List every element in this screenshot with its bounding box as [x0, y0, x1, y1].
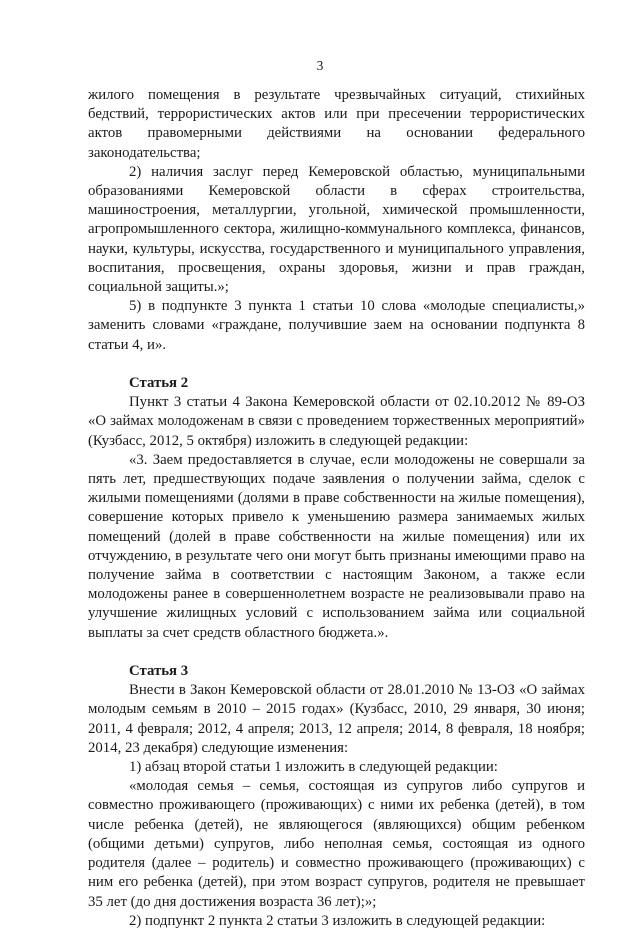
paragraph-continuation: жилого помещения в результате чрезвычайных ситуаций, стихийных бедствий, террористических актов или при пресечении террористических актов правомерными действиями на основании федерального законодательства; [88, 87, 585, 161]
article-3-item-2: 2) подпункт 2 пункта 2 статьи 3 изложить в следующей редакции: [129, 912, 546, 929]
section-gap [88, 355, 585, 374]
article-3-intro: Внести в Закон Кемеровской области от 28.01.2010 № 13-ОЗ «О займах молодым семьям в 2010 – 2015 годах» (Кузбасс, 2010, 29 января, 30 июня; 2011, 4 февраля; 2012, 4 апреля; 2013, 12 апреля; 2014, 8 февраля, 18 ноября; 2014, 23 декабря) следующие изменения: [88, 682, 585, 756]
paragraph-item-2: 2) наличия заслуг перед Кемеровской областью, муниципальными образованиями Кемеровской области в сферах строительства, машиностроения, металлургии, угольной, химической промышленности, агропромышленного сектора, жилищно-коммунального комплекса, финансов, науки, культуры, искусства, государственного и муниципального управления, воспитания, просвещения, охраны здоровья, жизни и прав граждан, социальной защиты.»; [88, 163, 585, 296]
section-gap [88, 643, 585, 662]
article-2-intro: Пункт 3 статьи 4 Закона Кемеровской области от 02.10.2012 № 89-ОЗ «О займах молодоженам в связи с проведением торжественных мероприятий» (Кузбасс, 2012, 5 октября) изложить в следующей редакции: [88, 394, 585, 449]
paragraph-item-5: 5) в подпункте 3 пункта 1 статьи 10 слова «молодые специалисты,» заменить словами «граждане, получившие заем на основании подпункта 8 статьи 4, и». [88, 298, 585, 353]
article-2-heading: Статья 2 [129, 375, 189, 392]
article-3-definition: «молодая семья – семья, состоящая из супругов либо супругов и совместно проживающего (проживающих) с ними их ребенка (детей), в том числе ребенка (детей), не являющегося (являющихся) общим ребенком (общими детьми) супругов, либо неполная семья, состоящая из одного родителя (далее – родитель) и совместно проживающего (проживающих) с ним его ребенка (детей), при этом возраст супругов, родителя не превышает 35 лет (до дня достижения возраста 36 лет);»; [88, 778, 585, 910]
article-2-quote: «3. Заем предоставляется в случае, если молодожены не совершали за пять лет, предшествующих подаче заявления о получении займа, сделок с жилыми помещениями (долями в праве собственности на жилые помещения), совершение которых привело к уменьшению размера занимаемых жилых помещений (долей в праве собственности на жилые помещения) или их отчуждению, в результате чего они могут быть признаны имеющими право на получение займа в соответствии с настоящим Законом, а также если молодожены ранее в совершеннолетнем возрасте не реализовывали право на улучшение жилищных условий с использованием займа или социальной выплаты за счет средств областного бюджета.». [88, 451, 585, 641]
page-number: 3 [316, 58, 324, 73]
article-3-heading: Статья 3 [129, 663, 189, 680]
article-3-item-1: 1) абзац второй статьи 1 изложить в следующей редакции: [129, 759, 498, 776]
document-body [88, 86, 585, 931]
